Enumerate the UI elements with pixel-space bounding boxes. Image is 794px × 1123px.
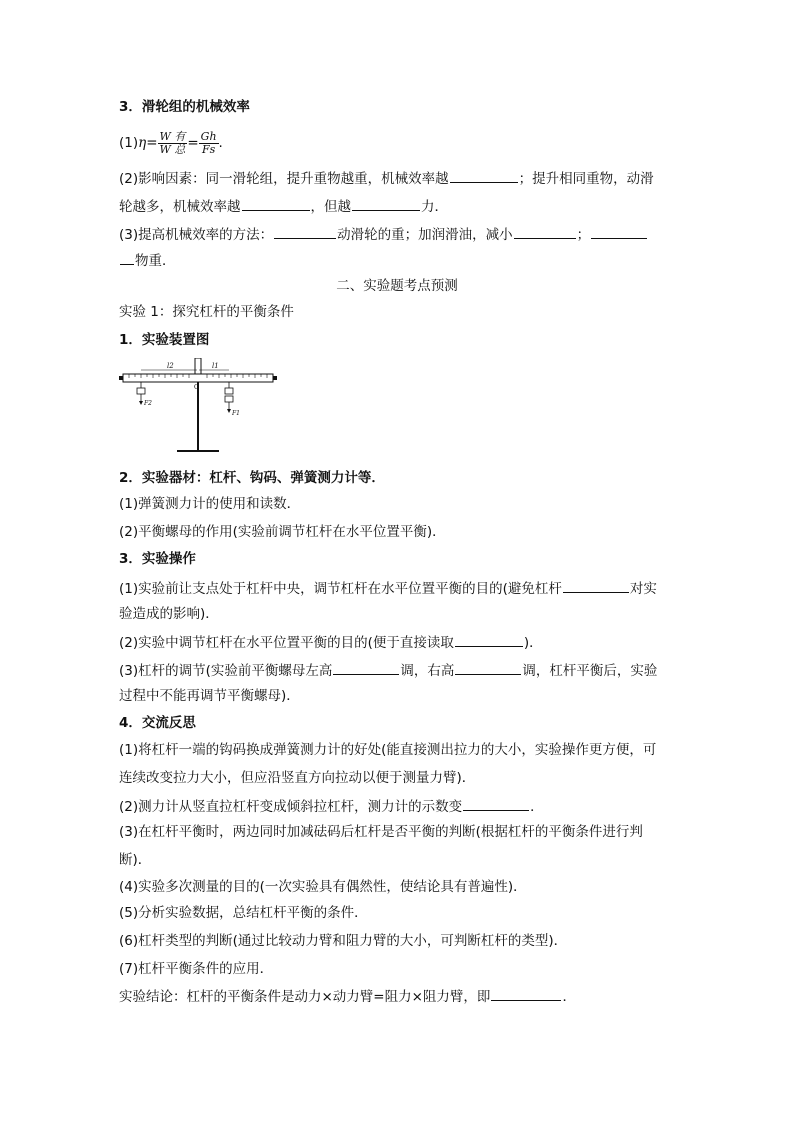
text: )． xyxy=(523,635,543,651)
reflection-item-1-cont: 连续改变拉力大小，但应沿竖直方向拉动以便于测量力臂)． xyxy=(119,770,476,786)
text: ． xyxy=(530,799,544,815)
text: 调，右高 xyxy=(400,663,455,679)
blank-fill[interactable] xyxy=(491,986,561,1001)
operation-item-3-cont: 过程中不能再调节平衡螺母)． xyxy=(119,688,300,704)
reflection-heading: 4．交流反思 xyxy=(119,715,196,731)
text: (1)实验前让支点处于杠杆中央，调节杠杆在水平位置平衡的目的(避免杠杆 xyxy=(119,581,562,597)
reflection-item-6: (6)杠杆类型的判断(通过比较动力臂和阻力臂的大小，可判断杠杆的类型)． xyxy=(119,933,568,949)
improve-line-2 xyxy=(119,250,176,271)
experiment-1-title: 实验 1：探究杠杆的平衡条件 xyxy=(119,304,294,320)
equipment-text: 2．实验器材：杠杆、钩码、弹簧测力计等． xyxy=(119,470,385,486)
blank-fill[interactable] xyxy=(463,796,529,811)
blank-fill[interactable] xyxy=(591,224,647,239)
operation-item-3 xyxy=(119,660,657,681)
blank-fill[interactable] xyxy=(242,196,310,211)
equipment-heading xyxy=(119,468,385,488)
operation-item-2 xyxy=(119,632,543,653)
text: 力． xyxy=(421,199,448,215)
useful-work: W 有 xyxy=(159,129,186,143)
operation-item-1-cont: 验造成的影响)． xyxy=(119,606,219,622)
text: ，但越 xyxy=(310,199,351,215)
blank-fill[interactable] xyxy=(333,660,399,675)
blank-fill[interactable] xyxy=(120,250,134,265)
text: (2)影响因素：同一滑轮组，提升重物越重，机械效率越 xyxy=(119,171,449,187)
section-3-heading: 3．滑轮组的机械效率 xyxy=(119,99,250,115)
text: ；提升相同重物，动滑 xyxy=(518,171,654,187)
lever-apparatus-diagram xyxy=(119,358,279,458)
gh-term: Gh xyxy=(200,129,217,143)
reflection-item-3-cont: 断)． xyxy=(119,852,152,868)
efficiency-formula xyxy=(119,126,223,160)
text: 动滑轮的重；加润滑油，减小 xyxy=(337,227,513,243)
f1-label: F1 xyxy=(232,410,240,417)
text: 调，杠杆平衡后，实验 xyxy=(522,663,658,679)
text: (3)杠杆的调节(实验前平衡螺母左高 xyxy=(119,663,333,679)
influence-line-2 xyxy=(119,196,448,217)
equals-sign: = xyxy=(187,135,199,151)
text: (2)测力计从竖直拉杠杆变成倾斜拉杠杆，测力计的示数变 xyxy=(119,799,463,815)
apparatus-heading: 1．实验装置图 xyxy=(119,332,210,348)
text: (2)实验中调节杠杆在水平位置平衡的目的(便于直接读取 xyxy=(119,635,454,651)
gh-fs-fraction xyxy=(199,131,219,156)
blank-fill[interactable] xyxy=(455,660,521,675)
l1-label: l1 xyxy=(212,362,219,370)
text: 对实 xyxy=(629,581,657,597)
f2-label: F2 xyxy=(144,400,152,407)
l2-label: l2 xyxy=(167,362,174,370)
pivot-label: O xyxy=(194,384,199,391)
blank-fill[interactable] xyxy=(450,168,518,183)
blank-fill[interactable] xyxy=(563,578,629,593)
text: ； xyxy=(576,227,591,243)
fs-term: Fs xyxy=(201,142,216,156)
blank-fill[interactable] xyxy=(274,224,336,239)
reflection-item-2 xyxy=(119,796,544,817)
operation-item-1 xyxy=(119,578,657,599)
blank-fill[interactable] xyxy=(455,632,523,647)
text: 轮越多，机械效率越 xyxy=(119,199,241,215)
part-2-title: 二、实验题考点预测 xyxy=(336,278,458,294)
eta-symbol: η= xyxy=(138,135,158,151)
reflection-item-3: (3)在杠杆平衡时，两边同时加减砝码后杠杆是否平衡的判断(根据杠杆的平衡条件进行判 xyxy=(119,824,643,840)
equipment-item-2: (2)平衡螺母的作用(实验前调节杠杆在水平位置平衡)． xyxy=(119,524,446,540)
blank-fill[interactable] xyxy=(352,196,420,211)
reflection-item-1: (1)将杠杆一端的钩码换成弹簧测力计的好处(能直接测出拉力的大小，实验操作更方便，可 xyxy=(119,742,657,758)
text: (3)提高机械效率的方法： xyxy=(119,227,274,243)
text: 物重． xyxy=(135,253,176,269)
influence-line-1 xyxy=(119,168,654,189)
conclusion-line xyxy=(119,986,576,1007)
reflection-item-5: (5)分析实验数据，总结杠杆平衡的条件． xyxy=(119,905,368,921)
improve-line-1 xyxy=(119,224,648,245)
text: 实验结论：杠杆的平衡条件是动力×动力臂=阻力×阻力臂，即 xyxy=(119,989,491,1005)
reflection-item-7: (7)杠杆平衡条件的应用． xyxy=(119,961,274,977)
formula-prefix: (1) xyxy=(119,135,139,151)
equipment-item-1: (1)弹簧测力计的使用和读数． xyxy=(119,496,301,512)
work-fraction xyxy=(158,131,188,156)
text: ． xyxy=(562,989,576,1005)
reflection-item-4: (4)实验多次测量的目的(一次实验具有偶然性，使结论具有普遍性)． xyxy=(119,879,527,895)
formula-period: . xyxy=(218,135,223,151)
total-work: W 总 xyxy=(159,142,186,156)
blank-fill[interactable] xyxy=(514,224,576,239)
operation-heading: 3．实验操作 xyxy=(119,551,196,567)
